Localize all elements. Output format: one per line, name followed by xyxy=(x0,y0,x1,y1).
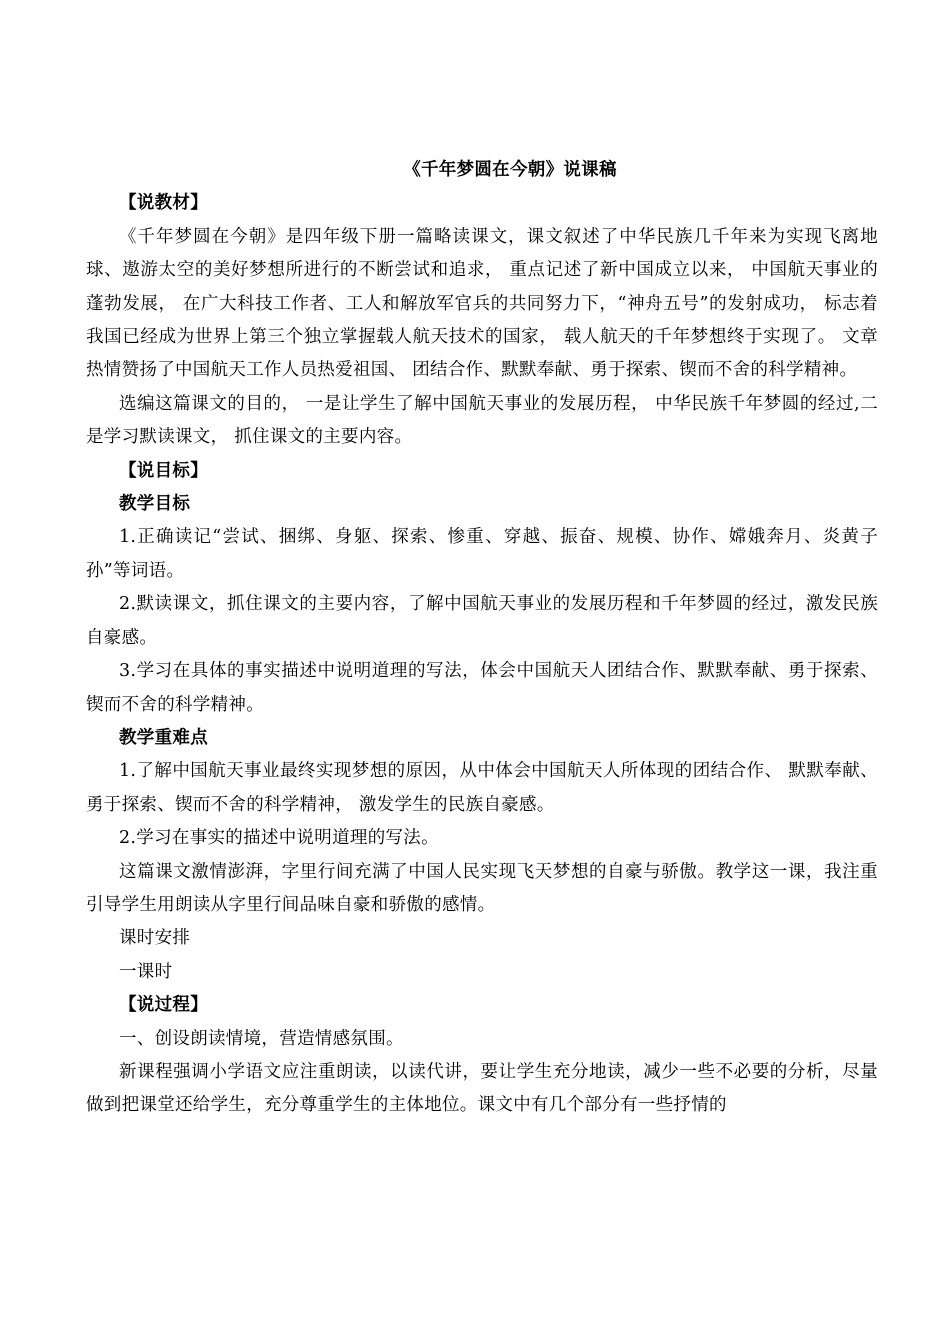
schedule-value: 一课时 xyxy=(119,961,173,982)
process-step-1: 一、创设朗读情境，营造情感氛围。 xyxy=(119,1028,404,1049)
section-heading-process: 【说过程】 xyxy=(119,995,208,1016)
schedule-label: 课时安排 xyxy=(119,928,191,949)
goal-item-3: 3.学习在具体的事实描述中说明道理的写法，体会中国航天人团结合作、默默奉献、勇于探索、锲而不舍的科学精神。 xyxy=(86,661,878,715)
key-point-item-2: 2.学习在事实的描述中说明道理的写法。 xyxy=(119,828,439,849)
document-body xyxy=(86,154,878,1123)
section-heading-textbook: 【说教材】 xyxy=(119,193,208,214)
section-heading-goals: 【说目标】 xyxy=(119,460,208,481)
goal-item-1: 1.正确读记“尝试、捆绑、身躯、探索、惨重、穿越、振奋、规模、协作、嫦娥奔月、炎黄子孙”等词语。 xyxy=(86,527,878,581)
key-points-subheading: 教学重难点 xyxy=(119,727,208,748)
key-point-item-1: 1.了解中国航天事业最终实现梦想的原因，从中体会中国航天人所体现的团结合作、 默默奉献、 勇于探索、锲而不舍的科学精神， 激发学生的民族自豪感。 xyxy=(86,761,878,815)
goal-item-2: 2.默读课文，抓住课文的主要内容，了解中国航天事业的发展历程和千年梦圆的经过，激发民族自豪感。 xyxy=(86,594,878,648)
key-points-paragraph: 这篇课文激情澎湃，字里行间充满了中国人民实现飞天梦想的自豪与骄傲。教学这一课，我注重引导学生用朗读从字里行间品味自豪和骄傲的感情。 xyxy=(86,861,878,915)
goals-subheading: 教学目标 xyxy=(119,494,191,515)
process-paragraph: 新课程强调小学语文应注重朗读，以读代讲，要让学生充分地读，减少一些不必要的分析，尽量做到把课堂还给学生，充分尊重学生的主体地位。课文中有几个部分有一些抒情的 xyxy=(86,1061,878,1116)
textbook-paragraph-2: 选编这篇课文的目的， 一是让学生了解中国航天事业的发展历程， 中华民族千年梦圆的经过,二是学习默读课文， 抓住课文的主要内容。 xyxy=(86,393,878,448)
document-title: 《千年梦圆在今朝》说课稿 xyxy=(403,160,617,180)
textbook-paragraph-1: 《千年梦圆在今朝》是四年级下册一篇略读课文，课文叙述了中华民族几千年来为实现飞离地球、遨游太空的美好梦想所进行的不断尝试和追求， 重点记述了新中国成立以来， 中国航天事业的蓬勃发展， 在广大科技工作者、工人和解放军官兵的共同努力下，“神舟五号”的发射成功， 标志着我国已经成为世界上第三个独立掌握载人航天技术的国家， 载人航天的千年梦想终于实现了。 文章热情赞扬了中国航天工作人员热爱祖国、 团结合作、默默奉献、勇于探索、锲而不舍的科学精神。 xyxy=(86,226,878,381)
